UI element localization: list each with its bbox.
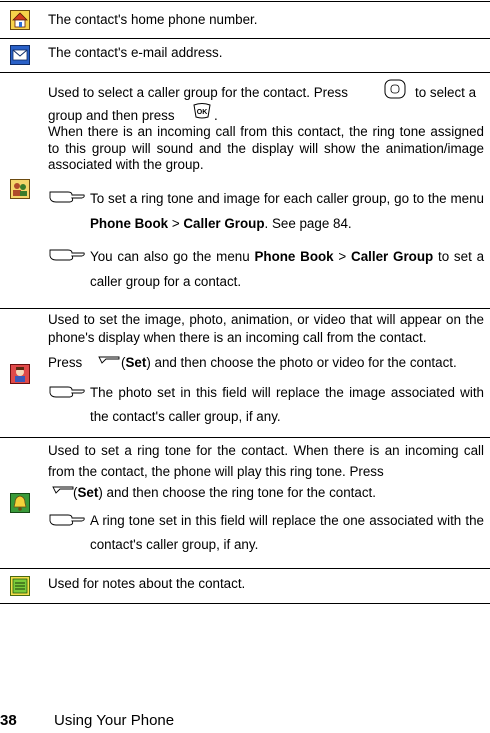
home-icon: [10, 10, 30, 30]
home-phone-row: [0, 1, 490, 39]
caller-group-note-1: To set a ring tone and image for each caller group, go to the menu Phone Book > Caller Group. See page 84.: [48, 186, 484, 236]
email-icon: [10, 45, 30, 65]
picture-instruction: Press (Set) and then choose the photo or video for the contact.: [48, 355, 457, 370]
footer-title: Using Your Phone: [54, 712, 175, 729]
page-number: 38: [0, 712, 17, 729]
ring-tone-description: Used to set a ring tone for the contact. When there is an incoming call from the contact, the phone will play this ring tone. Press: [48, 443, 484, 479]
ring-tone-row: [0, 438, 490, 569]
pointing-hand-icon: [48, 186, 86, 204]
left-soft-key-icon: [52, 483, 74, 502]
bell-icon: [10, 493, 30, 513]
ring-tone-instruction: (Set) and then choose the ring tone for the contact.: [48, 485, 484, 505]
picture-row: [0, 309, 490, 438]
pointing-hand-icon: [48, 381, 86, 399]
nav-key-icon: [384, 79, 406, 104]
email-row: [0, 39, 490, 73]
caller-group-note-2: You can also go the menu Phone Book > Caller Group to set a caller group for a contact.: [48, 244, 484, 294]
notes-row: [0, 569, 490, 604]
caller-group-row: Used to select a caller group for the contact. Press to select a group and then press OK . When there is an incoming call from this contact, the ring tone assigned to this group will sound and the display will show the animation/image associated with the group. To set a ring tone and image for each caller group, go to the menu Phone Book > Caller Group. See page 84. You can also go the menu Phone Book > Caller Group to set a caller group for a contact.: [0, 73, 490, 309]
picture-description: Used to set the image, photo, animation, or video that will appear on the phone's display when there is an incoming call from the contact.: [48, 312, 484, 345]
home-phone-description: The contact's home phone number.: [48, 12, 258, 27]
notes-description: Used for notes about the contact.: [48, 576, 246, 591]
left-soft-key-icon: [98, 353, 120, 372]
notes-icon: [10, 576, 30, 596]
caller-group-instruction: Used to select a caller group for the contact. Press to select a: [48, 85, 484, 105]
pointing-hand-icon: [48, 244, 86, 262]
page-footer: [0, 712, 490, 732]
caller-group-icon: [10, 179, 30, 199]
picture-icon: [10, 364, 30, 384]
pointing-hand-icon: [48, 509, 86, 527]
svg-text:OK: OK: [196, 109, 208, 116]
caller-group-explanation: When there is an incoming call from this contact, the ring tone assigned to this group will sound and the display will show the animation/image associated with the group.: [48, 124, 484, 172]
picture-note: The photo set in this field will replace the image associated with the contact's caller group, if any.: [48, 381, 484, 429]
ring-tone-note: A ring tone set in this field will replace the one associated with the contact's caller group, if any.: [48, 509, 484, 557]
ok-key-icon: [191, 102, 213, 125]
email-description: The contact's e-mail address.: [48, 45, 223, 60]
